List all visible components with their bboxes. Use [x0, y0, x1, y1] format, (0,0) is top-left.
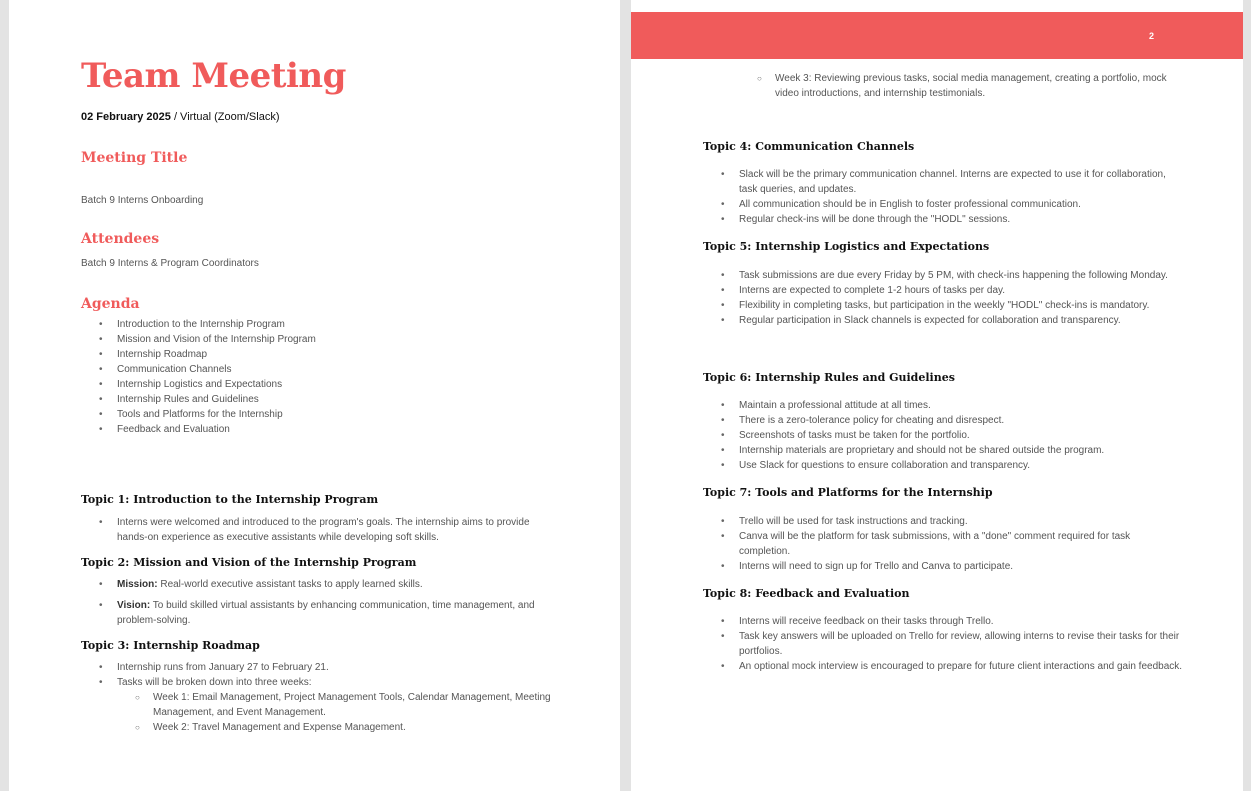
agenda-item: • Communication Channels — [81, 362, 561, 377]
list-item-mission — [81, 577, 561, 592]
page-header-bar — [631, 12, 1243, 59]
topic-5-list — [703, 268, 1183, 328]
topic-3-heading: Topic 3: Internship Roadmap — [81, 639, 260, 652]
agenda-item: • Internship Rules and Guidelines — [81, 392, 561, 407]
topic-5-heading: Topic 5: Internship Logistics and Expectations — [703, 240, 990, 253]
document-page-1 — [9, 0, 620, 791]
topic-7-list — [703, 514, 1183, 574]
topic-8-heading: Topic 8: Feedback and Evaluation — [703, 587, 910, 600]
list-item: • Slack will be the primary communication channel. Interns are expected to use it for collaboration, task queries, and updates. — [703, 167, 1183, 197]
meeting-title-value: Batch 9 Interns Onboarding — [81, 195, 204, 206]
list-item-vision — [81, 598, 561, 628]
list-item: • Interns will receive feedback on their tasks through Trello. — [703, 614, 1183, 629]
list-item: • Internship materials are proprietary and should not be shared outside the program. — [703, 443, 1183, 458]
attendees-value: Batch 9 Interns & Program Coordinators — [81, 258, 259, 269]
list-item: • Maintain a professional attitude at all times. — [703, 398, 1183, 413]
list-item: • There is a zero-tolerance policy for cheating and disrespect. — [703, 413, 1183, 428]
agenda-list — [81, 317, 561, 437]
list-item: • Trello will be used for task instructions and tracking. — [703, 514, 1183, 529]
list-item: • Regular participation in Slack channels is expected for collaboration and transparency. — [703, 313, 1183, 328]
list-item: • Interns were welcomed and introduced to the program's goals. The internship aims to provide hands-on experience as executive assistants while developing soft skills. — [81, 515, 561, 545]
meeting-location: / Virtual (Zoom/Slack) — [170, 111, 280, 123]
mission-label: Mission: — [117, 579, 158, 590]
list-item: • Screenshots of tasks must be taken for the portfolio. — [703, 428, 1183, 443]
topic-3-list — [81, 660, 561, 690]
list-item: • An optional mock interview is encouraged to prepare for future client interactions and gain feedback. — [703, 659, 1183, 674]
list-item: • Flexibility in completing tasks, but participation in the weekly "HODL" check-ins is mandatory. — [703, 298, 1183, 313]
agenda-item: • Tools and Platforms for the Internship — [81, 407, 561, 422]
topic-8-list — [703, 614, 1183, 674]
topic-4-list — [703, 167, 1183, 227]
topic-3-sublist — [117, 690, 561, 735]
document-page-2 — [631, 0, 1243, 791]
list-item: • Internship runs from January 27 to February 21. — [81, 660, 561, 675]
topic-4-heading: Topic 4: Communication Channels — [703, 140, 915, 153]
agenda-item: • Introduction to the Internship Program — [81, 317, 561, 332]
topic-2-list — [81, 577, 561, 628]
topic-6-list — [703, 398, 1183, 473]
topic-2-heading: Topic 2: Mission and Vision of the Internship Program — [81, 556, 417, 569]
agenda-item: • Internship Roadmap — [81, 347, 561, 362]
topic-6-heading: Topic 6: Internship Rules and Guidelines — [703, 371, 955, 384]
sub-list-item: ○ Week 3: Reviewing previous tasks, social media management, creating a portfolio, mock video introductions, and internship testimonials. — [739, 71, 1183, 101]
agenda-item: • Mission and Vision of the Internship Program — [81, 332, 561, 347]
vision-label: Vision: — [117, 600, 151, 611]
list-item: • Interns will need to sign up for Trello and Canva to participate. — [703, 559, 1183, 574]
page-number: 2 — [1149, 31, 1155, 41]
mission-text: Real-world executive assistant tasks to apply learned skills. — [157, 579, 423, 590]
topic-1-heading: Topic 1: Introduction to the Internship Program — [81, 493, 379, 506]
sub-list-item: ○ Week 2: Travel Management and Expense Management. — [117, 720, 561, 735]
document-title: Team Meeting — [81, 56, 346, 96]
list-item: • Interns are expected to complete 1-2 hours of tasks per day. — [703, 283, 1183, 298]
topic-1-list — [81, 515, 561, 545]
agenda-item: • Feedback and Evaluation — [81, 422, 561, 437]
week3-sublist — [739, 71, 1183, 101]
meeting-date-location — [81, 111, 280, 123]
list-item: • All communication should be in English to foster professional communication. — [703, 197, 1183, 212]
list-item: • Use Slack for questions to ensure collaboration and transparency. — [703, 458, 1183, 473]
list-item: • Task submissions are due every Friday by 5 PM, with check-ins happening the following Monday. — [703, 268, 1183, 283]
list-item: • Regular check-ins will be done through the "HODL" sessions. — [703, 212, 1183, 227]
meeting-date: 02 February 2025 — [81, 111, 171, 123]
topic-7-heading: Topic 7: Tools and Platforms for the Internship — [703, 486, 993, 499]
attendees-heading: Attendees — [81, 231, 160, 247]
vision-text: To build skilled virtual assistants by enhancing communication, time management, and problem-solving. — [117, 600, 535, 626]
list-item: • Task key answers will be uploaded on Trello for review, allowing interns to revise their tasks for their portfolios. — [703, 629, 1183, 659]
list-item: • Tasks will be broken down into three weeks: — [81, 675, 561, 690]
meeting-title-heading: Meeting Title — [81, 150, 188, 166]
list-item: • Canva will be the platform for task submissions, with a "done" comment required for task completion. — [703, 529, 1183, 559]
agenda-heading: Agenda — [81, 296, 140, 312]
agenda-item: • Internship Logistics and Expectations — [81, 377, 561, 392]
sub-list-item: ○ Week 1: Email Management, Project Management Tools, Calendar Management, Meeting Management, and Event Management. — [117, 690, 561, 720]
